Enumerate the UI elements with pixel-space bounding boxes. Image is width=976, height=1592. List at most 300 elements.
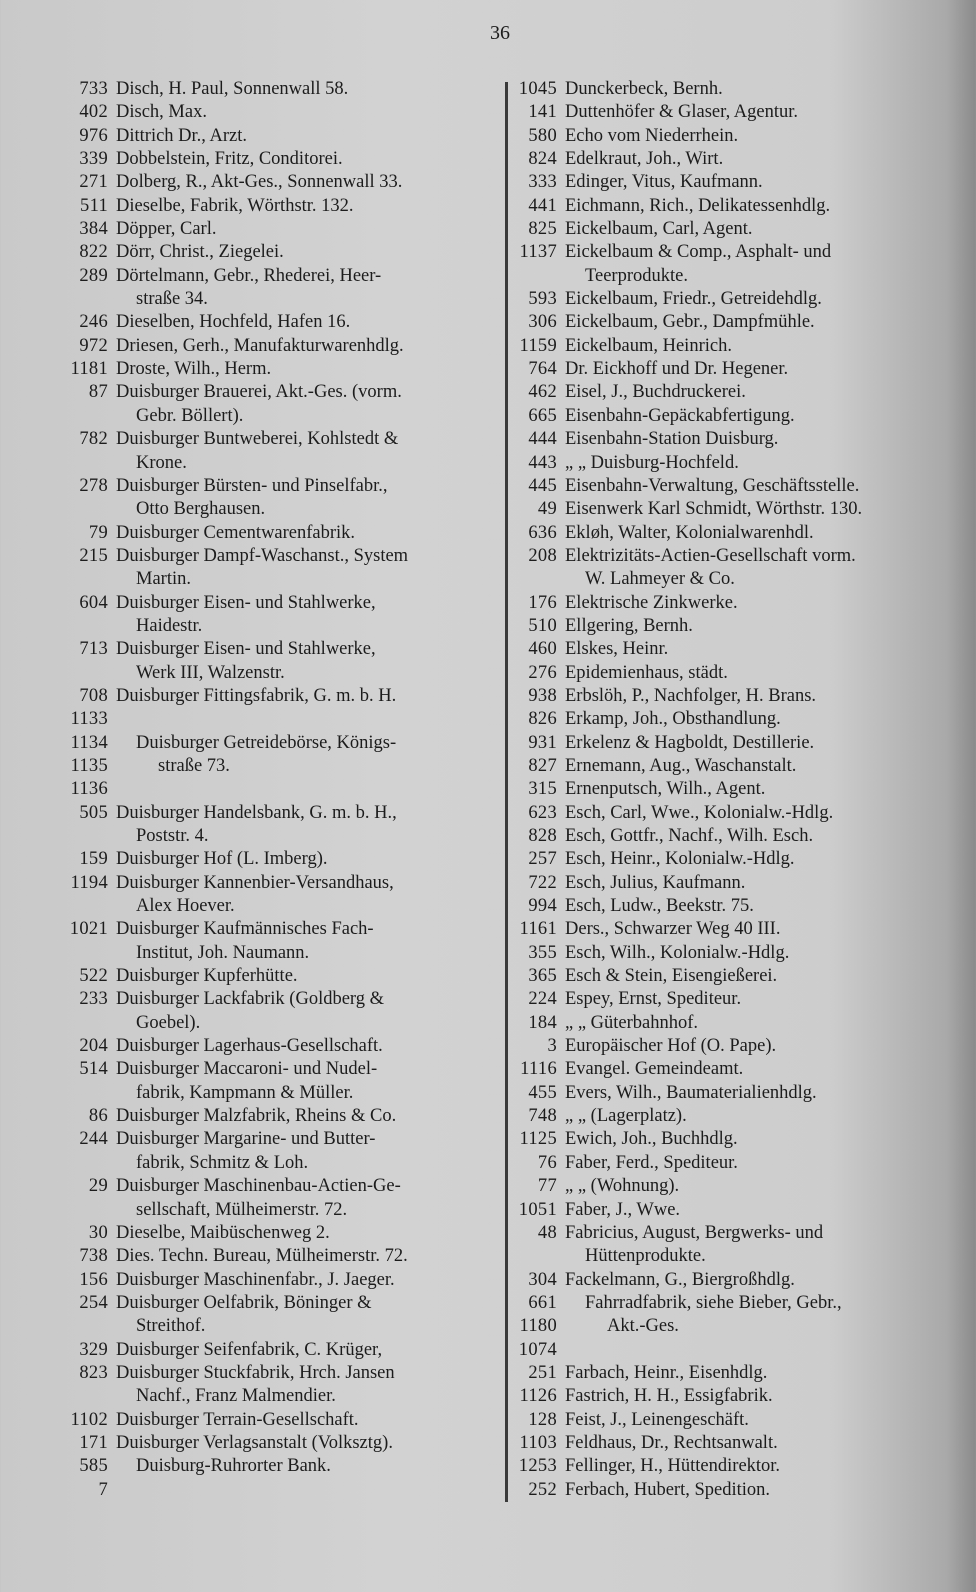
directory-entry (40, 195, 485, 218)
directory-entry (500, 638, 950, 661)
directory-entry (500, 405, 950, 428)
directory-entry (500, 965, 950, 988)
phone-number: 1051 (518, 1199, 557, 1220)
phone-number: 402 (79, 102, 108, 123)
directory-entry (40, 358, 485, 381)
entry-text: Ekløh, Walter, Kolonialwarenhdl. (565, 522, 814, 543)
entry-text: Farbach, Heinr., Eisenhdlg. (565, 1362, 768, 1383)
phone-number: 1134 (70, 732, 108, 753)
directory-entry (40, 592, 485, 615)
entry-text: Akt.-Ges. (607, 1316, 679, 1337)
phone-number: 828 (528, 826, 557, 846)
directory-entry (40, 848, 485, 871)
entry-text: Duisburger Maschinenbau-Actien-Ge- (116, 1176, 401, 1197)
directory-entry (40, 1315, 485, 1338)
directory-entry (40, 311, 485, 334)
directory-entry (40, 125, 485, 148)
entry-text: Faber, J., Wwe. (565, 1199, 681, 1220)
phone-number: 315 (528, 779, 557, 800)
directory-entry (500, 195, 950, 218)
entry-text: Fastrich, H. H., Essigfabrik. (565, 1386, 773, 1407)
directory-entry (40, 1152, 485, 1175)
phone-number: 1125 (519, 1129, 557, 1150)
phone-number (40, 1012, 116, 1035)
phone-number: 1137 (519, 242, 557, 263)
phone-number: 77 (537, 1176, 557, 1197)
entry-text: Eichmann, Rich., Delikatessenhdlg. (565, 195, 831, 216)
entry-text: Duisburger Hof (L. Imberg). (116, 849, 328, 870)
entry-text: Ellgering, Bernh. (565, 615, 693, 636)
phone-number (40, 942, 116, 965)
directory-entry (500, 1152, 950, 1175)
phone-number: 938 (528, 685, 557, 706)
entry-text: Espey, Ernst, Spediteur. (565, 989, 742, 1010)
phone-number: 764 (528, 359, 557, 380)
entry-text: Dr. Eickhoff und Dr. Hegener. (565, 359, 789, 380)
phone-number: 1159 (519, 335, 557, 356)
phone-number: 233 (79, 989, 108, 1010)
phone-number: 580 (528, 125, 557, 146)
entry-text: Duisburger Kupferhütte. (116, 966, 298, 987)
entry-text: Europäischer Hof (O. Pape). (565, 1036, 777, 1057)
phone-number: 289 (79, 265, 108, 286)
phone-number: 1135 (70, 755, 108, 776)
entry-text: Duisburger Eisen- und Stahlwerke, (116, 592, 376, 613)
phone-number: 333 (528, 172, 557, 193)
entry-text: Eickelbaum, Friedr., Getreidehdlg. (565, 289, 822, 310)
phone-number: 665 (528, 405, 557, 426)
page-number: 36 (490, 22, 510, 44)
directory-entry (40, 148, 485, 171)
entry-text: Gebr. Böllert). (136, 405, 244, 426)
entry-text: Martin. (136, 569, 191, 590)
directory-entry (40, 78, 485, 101)
phone-number: 825 (528, 219, 557, 240)
entry-text: Eickelbaum, Carl, Agent. (565, 219, 753, 240)
phone-number: 1021 (69, 919, 108, 940)
entry-text: Duisburger Malzfabrik, Rheins & Co. (116, 1106, 397, 1127)
phone-number: 208 (528, 545, 557, 566)
entry-text: Dieselbe, Fabrik, Wörthstr. 132. (116, 195, 354, 216)
phone-number: 713 (79, 639, 108, 660)
entry-text: Fabricius, August, Bergwerks- und (565, 1222, 824, 1243)
directory-entry (500, 708, 950, 731)
directory-entry (500, 452, 950, 475)
left-column (40, 78, 485, 1502)
entry-text: Eickelbaum, Heinrich. (565, 335, 732, 356)
phone-number: 972 (79, 335, 108, 356)
phone-number: 254 (79, 1292, 108, 1313)
directory-entry (40, 101, 485, 124)
entry-text: Duisburger Stuckfabrik, Hrch. Jansen (116, 1362, 395, 1383)
entry-text: Ders., Schwarzer Weg 40 III. (565, 919, 781, 940)
entry-text: Duisburg-Ruhrorter Bank. (136, 1456, 331, 1477)
entry-text: Echo vom Niederrhein. (565, 125, 739, 146)
directory-entry (40, 1362, 485, 1385)
entry-text: Dieselbe, Maibüschenweg 2. (116, 1222, 330, 1243)
directory-entry (500, 1362, 950, 1385)
directory-entry (500, 732, 950, 755)
entry-text: Krone. (136, 452, 187, 473)
phone-number: 1116 (520, 1059, 557, 1080)
directory-entry (500, 1432, 950, 1455)
entry-text: Duisburger Fittingsfabrik, G. m. b. H. (116, 685, 397, 706)
entry-text: Werk III, Walzenstr. (136, 662, 285, 683)
entry-text: Institut, Joh. Naumann. (136, 942, 310, 963)
directory-entry (500, 918, 950, 941)
entry-text: Duisburger Cementwarenfabrik. (116, 522, 356, 543)
entry-text: Elektrische Zinkwerke. (565, 592, 738, 613)
directory-entry (40, 1479, 485, 1502)
entry-text: Dörr, Christ., Ziegelei. (116, 242, 284, 263)
directory-entry (500, 1035, 950, 1058)
directory-entry (40, 685, 485, 708)
entry-text: Ferbach, Hubert, Spedition. (565, 1479, 770, 1500)
directory-entry (500, 101, 950, 124)
phone-number: 593 (528, 289, 557, 310)
entry-text: Haidestr. (136, 615, 203, 636)
entry-text (116, 778, 485, 801)
phone-number: 827 (528, 755, 557, 776)
directory-entry (500, 1058, 950, 1081)
phone-number: 3 (547, 1036, 557, 1057)
entry-text: Eisel, J., Buchdruckerei. (565, 382, 746, 403)
entry-text: Dies. Techn. Bureau, Mülheimerstr. 72. (116, 1246, 408, 1267)
directory-entry (40, 1245, 485, 1268)
phone-number: 204 (79, 1036, 108, 1057)
directory-entry (40, 662, 485, 685)
phone-number: 244 (79, 1129, 108, 1150)
phone-number: 994 (528, 896, 557, 917)
phone-number: 636 (528, 522, 557, 543)
phone-number: 224 (528, 989, 557, 1010)
phone-number: 171 (79, 1432, 108, 1453)
entry-text: Eickelbaum & Comp., Asphalt- und (565, 242, 832, 263)
phone-number: 48 (537, 1222, 557, 1243)
phone-number (500, 265, 565, 288)
directory-entry (500, 1339, 950, 1362)
directory-entry (40, 171, 485, 194)
entry-text: Duisburger Lackfabrik (Goldberg & (116, 989, 385, 1010)
phone-number (500, 1245, 565, 1268)
directory-entry (500, 1175, 950, 1198)
phone-number: 339 (79, 149, 108, 170)
directory-entry (40, 452, 485, 475)
directory-entry (500, 592, 950, 615)
phone-number: 510 (528, 615, 557, 636)
phone-number: 826 (528, 709, 557, 730)
phone-number: 384 (79, 219, 108, 240)
entry-text: Feist, J., Leinengeschäft. (565, 1409, 749, 1430)
directory-entry (500, 872, 950, 895)
directory-entry (500, 218, 950, 241)
directory-entry (40, 288, 485, 311)
directory-entry (500, 545, 950, 568)
directory-entry (500, 498, 950, 521)
directory-entry (500, 1315, 950, 1338)
entry-text: Erkelenz & Hagboldt, Destillerie. (565, 732, 815, 753)
entry-text: Elektrizitäts-Actien-Gesellschaft vorm. (565, 545, 856, 566)
directory-entry (40, 1128, 485, 1151)
directory-entry (500, 662, 950, 685)
directory-entry (500, 568, 950, 591)
entry-text: Disch, H. Paul, Sonnenwall 58. (116, 79, 349, 99)
phone-number: 86 (88, 1106, 108, 1127)
entry-text: W. Lahmeyer & Co. (585, 569, 735, 590)
phone-number: 271 (79, 172, 108, 193)
phone-number: 1181 (70, 359, 108, 380)
entry-text: Dolberg, R., Akt-Ges., Sonnenwall 33. (116, 172, 403, 193)
phone-number: 733 (79, 79, 108, 99)
phone-number (40, 405, 116, 428)
directory-entry (500, 1385, 950, 1408)
phone-number: 252 (528, 1479, 557, 1500)
directory-entry (500, 1082, 950, 1105)
phone-number: 782 (79, 429, 108, 450)
directory-entry (500, 522, 950, 545)
directory-entry (40, 475, 485, 498)
entry-text: Edinger, Vitus, Kaufmann. (565, 172, 763, 193)
directory-entry (500, 1455, 950, 1478)
entry-text: Hüttenprodukte. (585, 1246, 706, 1267)
phone-number: 1180 (519, 1316, 557, 1337)
phone-number: 748 (528, 1106, 557, 1127)
directory-entry (40, 265, 485, 288)
entry-text: Duisburger Bürsten- und Pinselfabr., (116, 475, 388, 496)
entry-text: Duisburger Maccaroni- und Nudel- (116, 1059, 378, 1080)
phone-number: 184 (528, 1012, 557, 1033)
entry-text: Duisburger Terrain-Gesellschaft. (116, 1409, 359, 1430)
entry-text: Epidemienhaus, städt. (565, 662, 728, 683)
phone-number: 738 (79, 1246, 108, 1267)
phone-number: 976 (79, 125, 108, 146)
phone-number: 514 (79, 1059, 108, 1080)
entry-text: Duisburger Seifenfabrik, C. Krüger, (116, 1339, 383, 1360)
phone-number: 365 (528, 966, 557, 987)
entry-text: Otto Berghausen. (136, 499, 266, 520)
phone-number: 1161 (519, 919, 557, 940)
directory-entry (500, 265, 950, 288)
phone-number: 87 (88, 382, 108, 403)
phone-number: 176 (528, 592, 557, 613)
directory-entry (40, 732, 485, 755)
entry-text: Duisburger Brauerei, Akt.-Ges. (vorm. (116, 382, 402, 403)
directory-entry (40, 498, 485, 521)
entry-text: Eisenbahn-Station Duisburg. (565, 429, 779, 450)
phone-number: 441 (528, 195, 557, 216)
directory-entry (500, 78, 950, 101)
phone-number (40, 1199, 116, 1222)
directory-entry (500, 1012, 950, 1035)
entry-text: Duisburger Oelfabrik, Böninger & (116, 1292, 372, 1313)
entry-text: Eisenbahn-Gepäckabfertigung. (565, 405, 795, 426)
directory-entry (40, 335, 485, 358)
entry-text: Duisburger Margarine- und Butter- (116, 1129, 376, 1150)
phone-number: 455 (528, 1082, 557, 1103)
right-column (500, 78, 950, 1502)
entry-text: Droste, Wilh., Herm. (116, 359, 272, 380)
directory-entry (500, 615, 950, 638)
directory-entry (40, 1455, 485, 1478)
phone-number: 1045 (518, 79, 557, 99)
entry-text: Ernemann, Aug., Waschanstalt. (565, 755, 797, 776)
directory-entry (40, 545, 485, 568)
phone-number (40, 1152, 116, 1175)
directory-entry (40, 615, 485, 638)
directory-entry (40, 381, 485, 404)
phone-number: 511 (80, 195, 108, 216)
directory-entry (500, 428, 950, 451)
phone-number: 156 (79, 1269, 108, 1290)
entry-text: Duisburger Buntweberei, Kohlstedt & (116, 429, 399, 450)
entry-text: Eickelbaum, Gebr., Dampfmühle. (565, 312, 815, 333)
directory-entry (500, 942, 950, 965)
phone-number: 79 (88, 522, 108, 543)
phone-number: 445 (528, 475, 557, 496)
entry-text: Driesen, Gerh., Manufakturwarenhdlg. (116, 335, 404, 356)
entry-text: Duisburger Dampf-Waschanst., System (116, 545, 409, 566)
directory-entry (500, 848, 950, 871)
entry-text: „ „ Güterbahnhof. (565, 1012, 699, 1033)
entry-text: Esch, Wilh., Kolonialw.-Hdlg. (565, 942, 790, 963)
entry-text: Dittrich Dr., Arzt. (116, 125, 248, 146)
phone-number (40, 1385, 116, 1408)
entry-text: Dieselben, Hochfeld, Hafen 16. (116, 312, 351, 333)
directory-entry (500, 825, 950, 848)
directory-entry (500, 988, 950, 1011)
entry-text: „ „ (Wohnung). (565, 1176, 680, 1197)
directory-entry (40, 872, 485, 895)
entry-text: Esch, Carl, Wwe., Kolonialw.-Hdlg. (565, 802, 834, 823)
phone-number (40, 1082, 116, 1105)
directory-entry (40, 1385, 485, 1408)
entry-text: Fackelmann, G., Biergroßhdlg. (565, 1269, 795, 1290)
entry-text: „ „ (Lagerplatz). (565, 1106, 687, 1127)
phone-number: 522 (79, 966, 108, 987)
phone-number (40, 498, 116, 521)
entry-text: Evangel. Gemeindeamt. (565, 1059, 744, 1080)
entry-text: Duisburger Kannenbier-Versandhaus, (116, 872, 394, 893)
entry-text: Ernenputsch, Wilh., Agent. (565, 779, 766, 800)
phone-number: 505 (79, 802, 108, 823)
directory-entry (500, 1128, 950, 1151)
directory-entry (500, 171, 950, 194)
entry-text (565, 1339, 950, 1362)
phone-number: 462 (528, 382, 557, 403)
entry-text: Edelkraut, Joh., Wirt. (565, 149, 724, 170)
directory-entry (40, 1432, 485, 1455)
directory-entry (500, 895, 950, 918)
directory-entry (500, 335, 950, 358)
directory-entry (40, 1269, 485, 1292)
directory-entry (500, 148, 950, 171)
phone-number: 304 (528, 1269, 557, 1290)
directory-entry (40, 708, 485, 731)
directory-entry (40, 405, 485, 428)
phone-number: 1074 (518, 1339, 557, 1360)
entry-text: Elskes, Heinr. (565, 639, 669, 660)
entry-text: Duisburger Eisen- und Stahlwerke, (116, 639, 376, 660)
directory-entry (40, 825, 485, 848)
entry-text: Döpper, Carl. (116, 219, 217, 240)
directory-entry (500, 778, 950, 801)
phone-number: 257 (528, 849, 557, 870)
phone-number (500, 568, 565, 591)
entry-text: Feldhaus, Dr., Rechtsanwalt. (565, 1432, 778, 1453)
entry-text: straße 73. (158, 755, 230, 776)
directory-entry (500, 288, 950, 311)
entry-text: Goebel). (136, 1012, 201, 1033)
phone-number: 141 (528, 102, 557, 123)
directory-entry (40, 1409, 485, 1432)
directory-entry (500, 802, 950, 825)
phone-number: 76 (537, 1152, 557, 1173)
phone-number (40, 615, 116, 638)
entry-text: straße 34. (136, 289, 208, 310)
phone-number: 329 (79, 1339, 108, 1360)
phone-number: 822 (79, 242, 108, 263)
entry-text: sellschaft, Mülheimerstr. 72. (136, 1199, 348, 1220)
directory-entry (40, 1222, 485, 1245)
directory-entry (40, 755, 485, 778)
entry-text: „ „ Duisburg-Hochfeld. (565, 452, 739, 473)
phone-number: 708 (79, 685, 108, 706)
directory-entry (40, 895, 485, 918)
entry-text: Duisburger Verlagsanstalt (Volksztg). (116, 1432, 393, 1453)
directory-entry (40, 428, 485, 451)
entry-text: Duttenhöfer & Glaser, Agentur. (565, 102, 799, 123)
entry-text: Teerprodukte. (585, 265, 688, 286)
phone-number: 29 (88, 1176, 108, 1197)
entry-text: Alex Hoever. (136, 896, 235, 917)
phone-number: 585 (79, 1456, 108, 1477)
phone-number: 1194 (70, 872, 108, 893)
directory-entry (500, 1292, 950, 1315)
entry-text (116, 1479, 485, 1502)
entry-text: fabrik, Schmitz & Loh. (136, 1152, 309, 1173)
phone-number: 306 (528, 312, 557, 333)
entry-text: Ewich, Joh., Buchhdlg. (565, 1129, 738, 1150)
directory-entry (500, 358, 950, 381)
entry-text: Dunckerbeck, Bernh. (565, 79, 723, 99)
entry-text: Esch, Heinr., Kolonialw.-Hdlg. (565, 849, 795, 870)
phone-number (40, 452, 116, 475)
phone-number: 722 (528, 872, 557, 893)
phone-number: 1102 (70, 1409, 108, 1430)
phone-number: 1126 (519, 1386, 557, 1407)
directory-entry (40, 942, 485, 965)
directory-entry (500, 475, 950, 498)
directory-entry (500, 125, 950, 148)
phone-number: 278 (79, 475, 108, 496)
phone-number: 246 (79, 312, 108, 333)
phone-number: 931 (528, 732, 557, 753)
entry-text: Dobbelstein, Fritz, Conditorei. (116, 149, 343, 170)
entry-text: Evers, Wilh., Baumaterialienhdlg. (565, 1082, 817, 1103)
entry-text: Disch, Max. (116, 102, 207, 123)
directory-entry (40, 1082, 485, 1105)
directory-entry (500, 685, 950, 708)
directory-entry (40, 1175, 485, 1198)
phone-number: 251 (528, 1362, 557, 1383)
entry-text: Fahrradfabrik, siehe Bieber, Gebr., (585, 1292, 842, 1313)
phone-number: 661 (528, 1292, 557, 1313)
entry-text: Poststr. 4. (136, 826, 209, 846)
phone-number: 7 (98, 1479, 108, 1500)
directory-entry (40, 568, 485, 591)
phone-number: 604 (79, 592, 108, 613)
phone-number: 128 (528, 1409, 557, 1430)
